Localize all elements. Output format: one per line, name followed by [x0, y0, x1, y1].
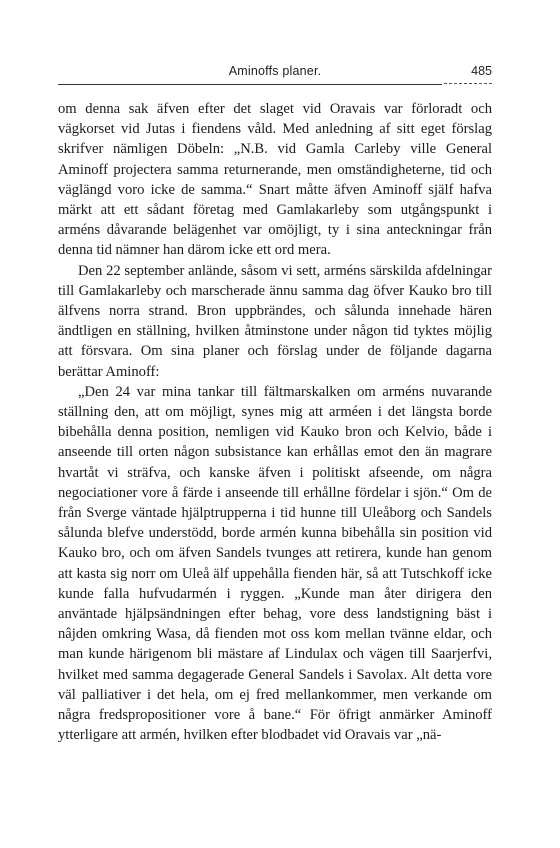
header-rule: [58, 84, 492, 85]
running-header: [58, 62, 492, 82]
paragraph: om denna sak äfven efter det slaget vid Oravais var förloradt och vägkorset vid Jutas i fiendens våld. Med anledning af sitt eget förslag skrifver nämligen Döbeln: „N.B. vid Gamla Carleby ville General Aminoff projectera samma returnerande, men omständigheterne, tid och väglängd voro icke de samma.“ Snart måtte äfven Aminoff själf hafva märkt att ett sådant företag med Gamlakarleby som utgångspunkt i arméns dåvarande belägenhet var omöjligt, ty i sina anteckningar från denna tid nämner han därom icke ett ord mera.: [58, 101, 492, 259]
page-number: 485: [471, 64, 492, 78]
running-title: Aminoffs planer.: [228, 64, 322, 78]
body-text: [58, 99, 492, 746]
paragraph: Den 22 september anlände, såsom vi sett, arméns särskilda afdelningar till Gamlakarleby och marscherade ännu samma dag öfver Kauko bro till älfvens norra strand. Bron uppbrändes, och sålunda innehade hären ändtligen en ställning, hvilken åtminstone under någon tid tyktes möjlig att försvara. Om sina planer och förslag under de följande dagarna berättar Aminoff:: [58, 262, 492, 380]
book-page: [58, 62, 492, 746]
paragraph: „Den 24 var mina tankar till fältmarskalken om arméns nuvarande ställning den, att om möjligt, synes mig att arméen i det längsta borde bibehålla denna position, nemligen vid Kauko bron och Kelvio, både i anseende till orten någon subsistance kan erhållas emot den än magrare hvartåt vi sträfva, och kanske äfven i politiskt afseende, om några negociationer vore å färde i anseende till erhållne fördelar i sjön.“ Om de från Sverge väntade hjälptrupperna i tid hunne till Uleåborg och Sandels sålunda blefve understödd, borde armén kunna bibehålla sin position vid Kauko bro, och om äfven Sandels tvunges att retirera, kunde han genom att kasta sig norr om Uleå älf uppehålla fienden här, så att Tutschkoff icke kunde falla hufvudarmén i ryggen. „Kunde man åter dirigera den använtade hjälpsändningen efter behag, vore dess landstigning bäst i nâjden omkring Wasa, då fienden mot oss kom mellan tvänne eldar, och man kunde härigenom bli mästare af Lindulax och vägen till Saarjerfvi, hvilket med samma degagerade General Sandels i Savolax. Alt detta vore väl palliativer i det hela, om ej fred mellankommer, men verkande om några fredspropositioner vore å bane.“ För öfrigt anmärker Aminoff ytterligare att armén, hvilken efter blodbadet vid Oravais var „nä-: [58, 383, 492, 744]
